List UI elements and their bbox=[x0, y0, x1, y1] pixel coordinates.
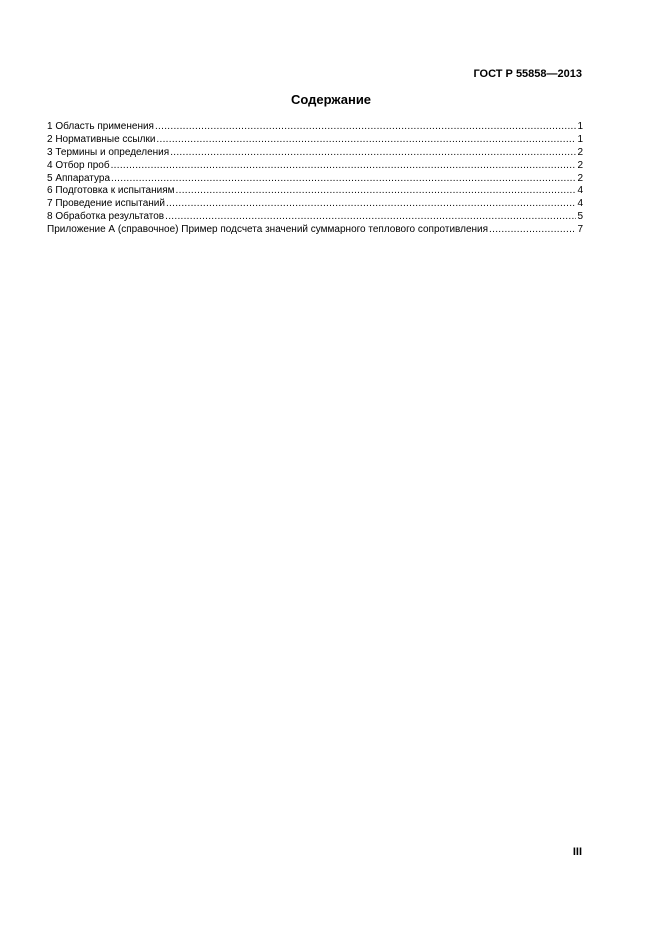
toc-dot-leader bbox=[489, 224, 576, 237]
toc-title: Содержание bbox=[290, 92, 372, 107]
toc-entry[interactable] bbox=[47, 160, 583, 173]
toc-entry-label: 8 Обработка результатов bbox=[47, 211, 165, 223]
toc-entry-label: 2 Нормативные ссылки bbox=[47, 133, 156, 145]
toc-entry-page: 1 bbox=[577, 133, 583, 145]
document-id: ГОСТ Р 55858—2013 bbox=[473, 68, 582, 80]
toc-dot-leader bbox=[111, 160, 577, 173]
toc-entry-page: 2 bbox=[577, 159, 583, 171]
toc-entry-page: 4 bbox=[577, 185, 583, 197]
table-of-contents bbox=[47, 121, 583, 237]
toc-entry-page: 5 bbox=[577, 211, 583, 223]
toc-dot-leader bbox=[165, 211, 576, 224]
toc-dot-leader bbox=[176, 185, 577, 198]
toc-entry-page: 2 bbox=[577, 146, 583, 158]
toc-dot-leader bbox=[156, 134, 576, 147]
toc-dot-leader bbox=[170, 147, 576, 160]
toc-entry-label: 7 Проведение испытаний bbox=[47, 198, 165, 210]
toc-entry-label: 5 Аппаратура bbox=[47, 172, 111, 184]
toc-entry[interactable] bbox=[47, 185, 583, 198]
toc-entry-label: 1 Область применения bbox=[47, 121, 154, 132]
toc-entry[interactable] bbox=[47, 173, 583, 186]
toc-entry[interactable] bbox=[47, 198, 583, 211]
toc-entry-label: Приложение А (справочное) Пример подсчета значений суммарного теплового сопротивления bbox=[47, 224, 489, 236]
toc-entry-page: 2 bbox=[577, 172, 583, 184]
toc-entry-label: 4 Отбор проб bbox=[47, 159, 110, 171]
toc-entry-page: 4 bbox=[577, 198, 583, 210]
toc-dot-leader bbox=[111, 173, 576, 186]
toc-entry[interactable] bbox=[47, 134, 583, 147]
toc-entry-label: 3 Термины и определения bbox=[47, 146, 170, 158]
toc-dot-leader bbox=[166, 198, 576, 211]
page-number: III bbox=[572, 846, 582, 858]
toc-entry-label: 6 Подготовка к испытаниям bbox=[47, 185, 175, 197]
toc-entry[interactable] bbox=[47, 121, 583, 134]
toc-entry[interactable] bbox=[47, 211, 583, 224]
toc-dot-leader bbox=[155, 121, 576, 134]
toc-entry[interactable] bbox=[47, 224, 583, 237]
toc-entry[interactable] bbox=[47, 147, 583, 160]
toc-entry-page: 1 bbox=[577, 121, 583, 132]
toc-entry-page: 7 bbox=[577, 224, 583, 236]
